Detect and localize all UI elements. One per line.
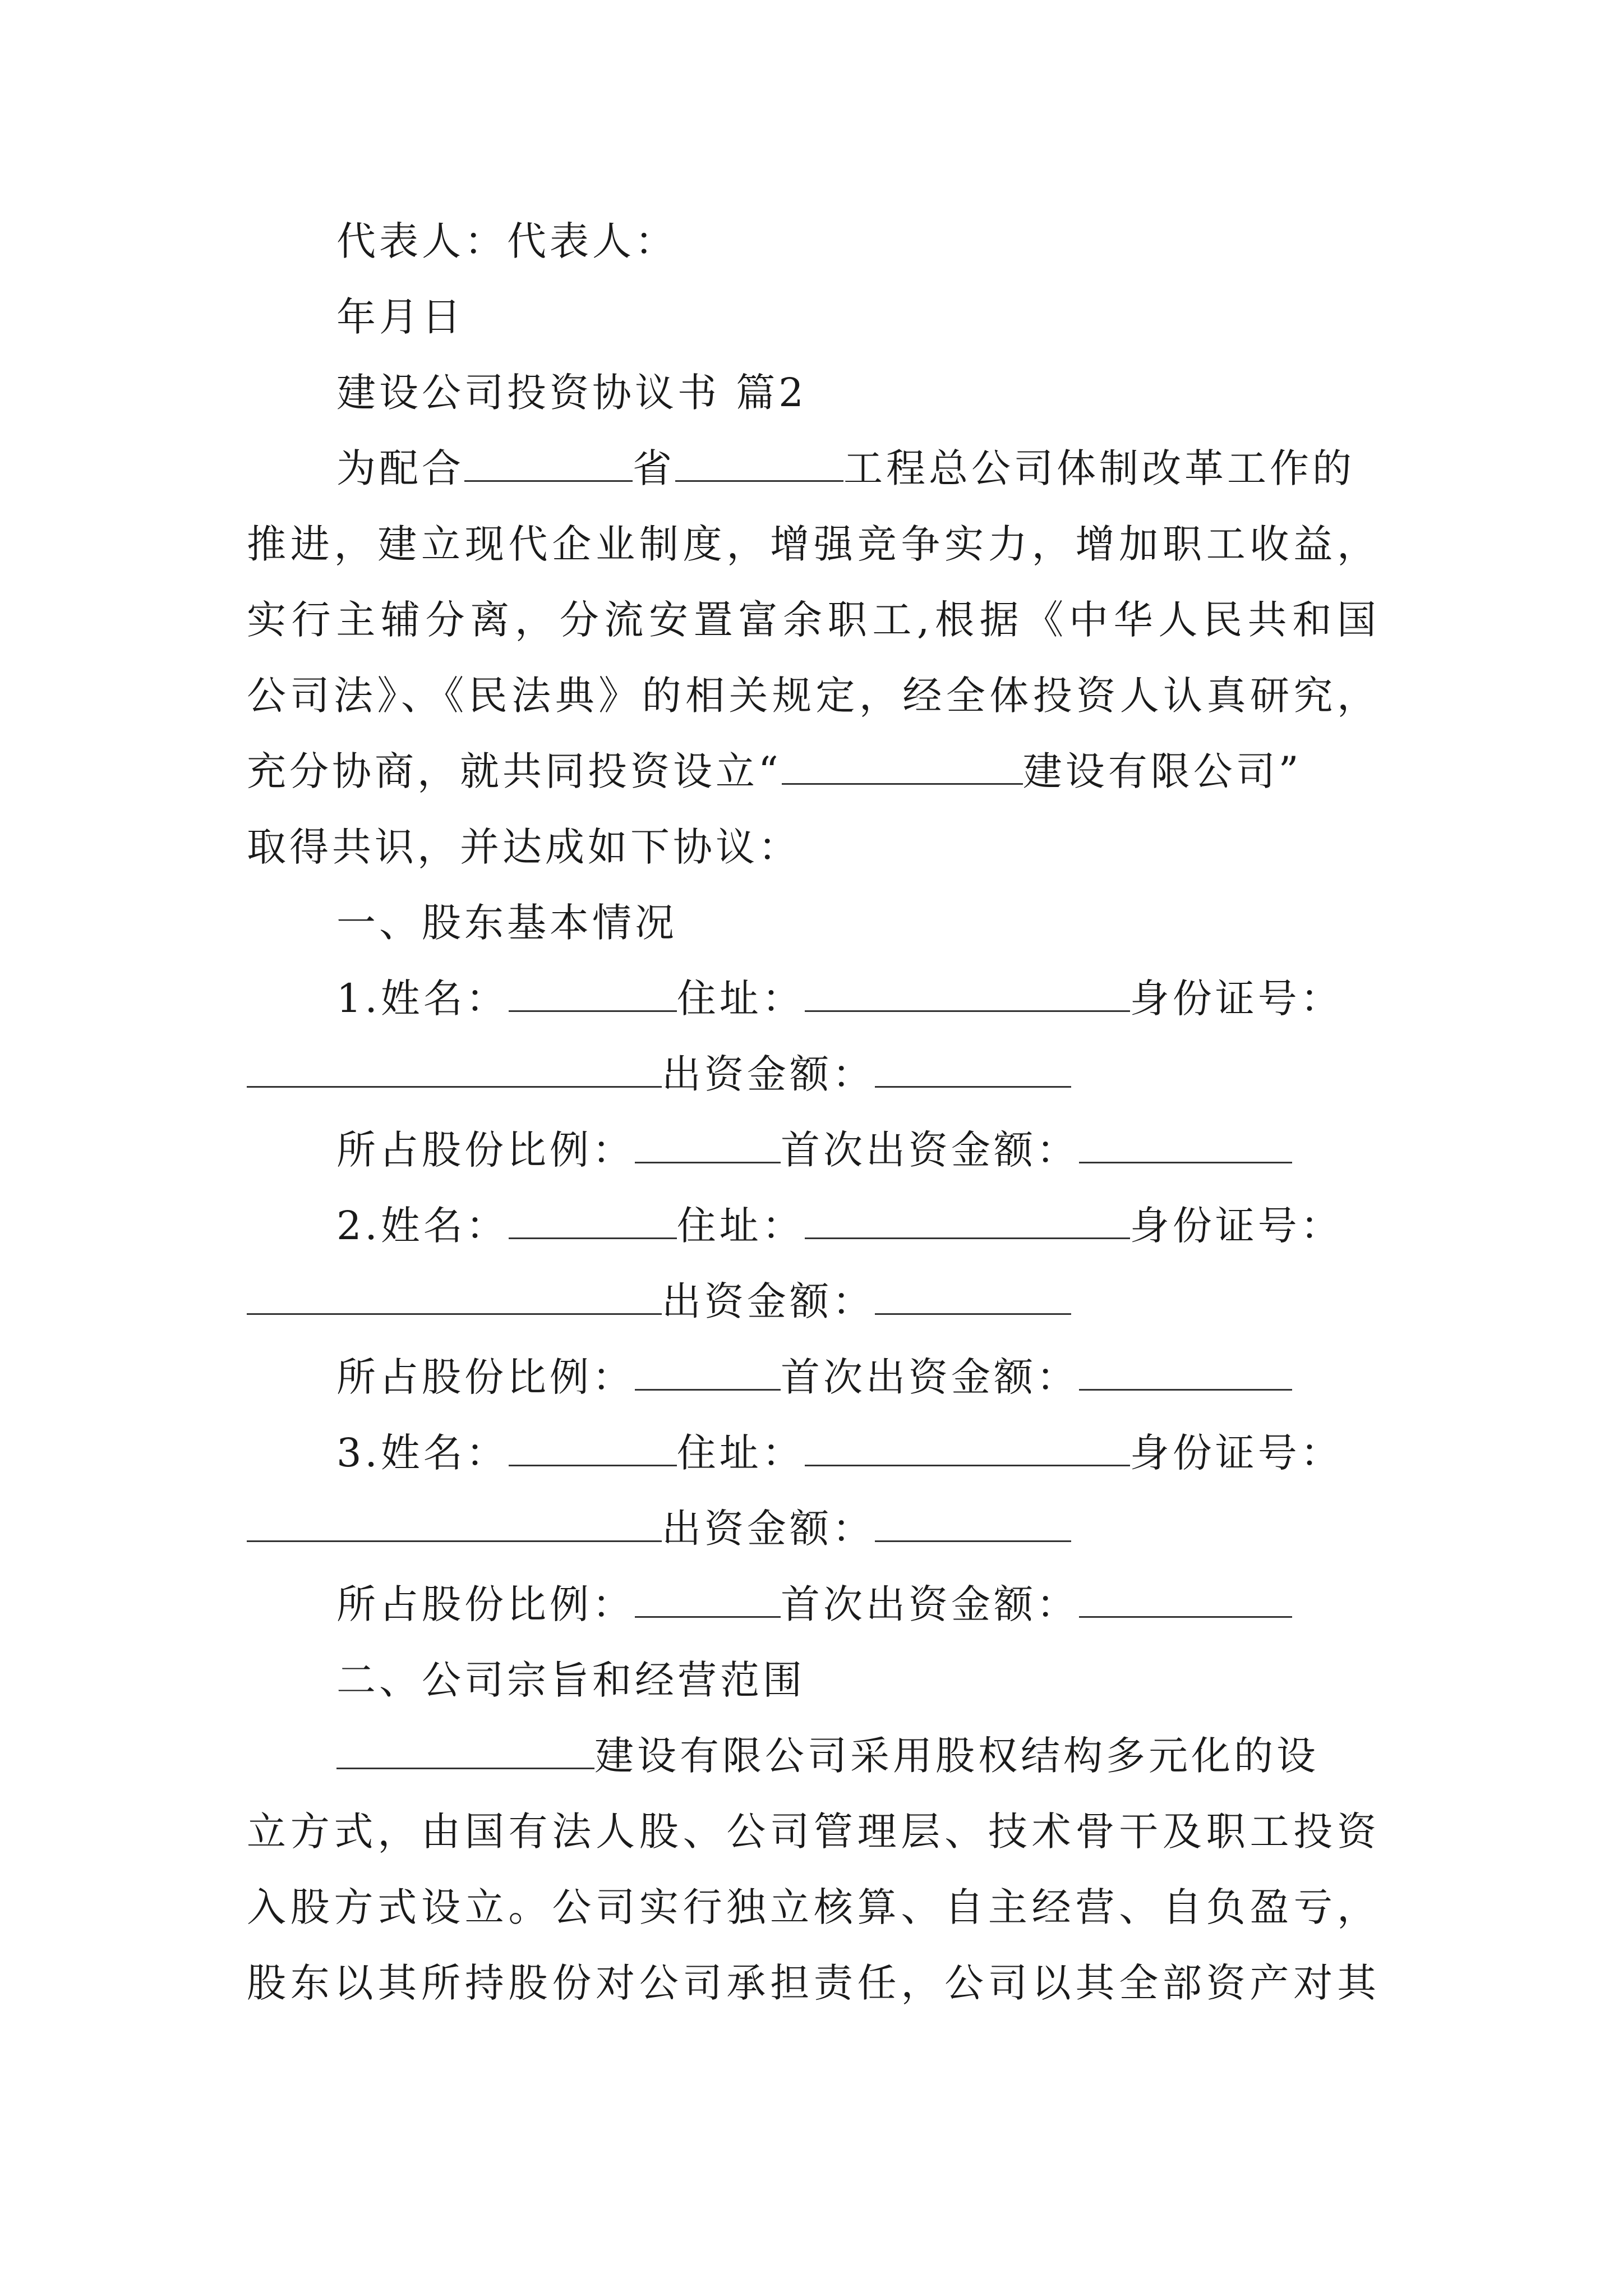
intro-text: 充分协商，就共同投资设立“ <box>247 748 782 794</box>
name-blank[interactable] <box>509 1200 677 1239</box>
shareholder-2-capital-row <box>247 1276 1380 1327</box>
id-number-blank[interactable] <box>247 1276 662 1315</box>
id-number-label: 身份证号： <box>1129 1203 1343 1249</box>
intro-line-2: 推进，建立现代企业制度，增强竞争实力，增加职工收益， <box>247 521 1380 567</box>
share-ratio-label: 所占股份比例： <box>336 1354 635 1400</box>
name-label: 1.姓名： <box>336 976 509 1022</box>
intro-line-3: 实行主辅分离，分流安置富余职工,根据《中华人民共和国 <box>247 597 1380 643</box>
address-blank[interactable] <box>805 1428 1130 1466</box>
shareholder-3-ratio-row <box>336 1579 1380 1630</box>
intro-text: 建设有限公司” <box>1022 748 1302 794</box>
section-title: 建设公司投资协议书 篇2 <box>336 370 807 416</box>
intro-line-1 <box>336 443 1380 494</box>
shareholder-3-capital-row <box>247 1503 1380 1554</box>
intro-line-6: 取得共识，并达成如下协议： <box>247 824 801 870</box>
name-blank[interactable] <box>509 1428 677 1466</box>
share-ratio-blank[interactable] <box>635 1579 781 1618</box>
id-number-label: 身份证号： <box>1129 1430 1343 1476</box>
name-label: 3.姓名： <box>336 1430 509 1476</box>
capital-label: 出资金额： <box>662 1506 875 1552</box>
purpose-text: 建设有限公司采用股权结构多元化的设 <box>594 1733 1319 1779</box>
address-blank[interactable] <box>805 1200 1130 1239</box>
first-capital-blank[interactable] <box>1079 1352 1292 1391</box>
id-number-blank[interactable] <box>247 1503 662 1542</box>
intro-line-5 <box>247 746 1380 797</box>
heading-purpose: 二、公司宗旨和经营范围 <box>336 1657 805 1703</box>
capital-blank[interactable] <box>875 1049 1071 1088</box>
first-capital-label: 首次出资金额： <box>781 1354 1079 1400</box>
name-label: 2.姓名： <box>336 1203 509 1249</box>
share-ratio-label: 所占股份比例： <box>336 1581 635 1627</box>
shareholder-1-ratio-row <box>336 1125 1380 1175</box>
company-name-blank[interactable] <box>336 1731 594 1769</box>
share-ratio-label: 所占股份比例： <box>336 1127 635 1173</box>
purpose-line-3: 入股方式设立。公司实行独立核算、自主经营、自负盈亏， <box>247 1884 1380 1930</box>
capital-blank[interactable] <box>875 1503 1071 1542</box>
address-label: 住址： <box>676 1203 805 1249</box>
share-ratio-blank[interactable] <box>635 1352 781 1391</box>
intro-text: 为配合 <box>336 445 464 491</box>
first-capital-blank[interactable] <box>1079 1579 1292 1618</box>
intro-line-4: 公司法》、《民法典》的相关规定，经全体投资人认真研究， <box>247 673 1380 719</box>
shareholder-1-capital-row <box>247 1049 1380 1099</box>
representative-line: 代表人：代表人： <box>336 218 677 264</box>
capital-label: 出资金额： <box>662 1278 875 1324</box>
capital-label: 出资金额： <box>662 1051 875 1097</box>
heading-shareholders: 一、股东基本情况 <box>336 900 677 946</box>
first-capital-label: 首次出资金额： <box>781 1581 1079 1627</box>
province-blank[interactable] <box>464 443 633 482</box>
address-blank[interactable] <box>805 973 1130 1012</box>
intro-text: 工程总公司体制改革工作的 <box>843 445 1355 491</box>
shareholder-2-name-row <box>336 1200 1380 1251</box>
id-number-label: 身份证号： <box>1129 976 1343 1022</box>
shareholder-2-ratio-row <box>336 1352 1380 1402</box>
address-label: 住址： <box>676 1430 805 1476</box>
capital-blank[interactable] <box>875 1276 1071 1315</box>
first-capital-label: 首次出资金额： <box>781 1127 1079 1173</box>
name-blank[interactable] <box>509 973 677 1012</box>
date-line: 年月日 <box>336 294 464 340</box>
purpose-line-2: 立方式，由国有法人股、公司管理层、技术骨干及职工投资 <box>247 1809 1380 1855</box>
shareholder-3-name-row <box>336 1428 1380 1478</box>
purpose-line-1 <box>336 1731 1380 1781</box>
company-blank[interactable] <box>675 443 843 482</box>
address-label: 住址： <box>676 976 805 1022</box>
share-ratio-blank[interactable] <box>635 1125 781 1163</box>
shareholder-1-name-row <box>336 973 1380 1024</box>
first-capital-blank[interactable] <box>1079 1125 1292 1163</box>
id-number-blank[interactable] <box>247 1049 662 1088</box>
intro-text: 省 <box>633 445 675 491</box>
purpose-line-4: 股东以其所持股份对公司承担责任，公司以其全部资产对其 <box>247 1960 1380 2006</box>
new-company-name-blank[interactable] <box>782 746 1023 785</box>
